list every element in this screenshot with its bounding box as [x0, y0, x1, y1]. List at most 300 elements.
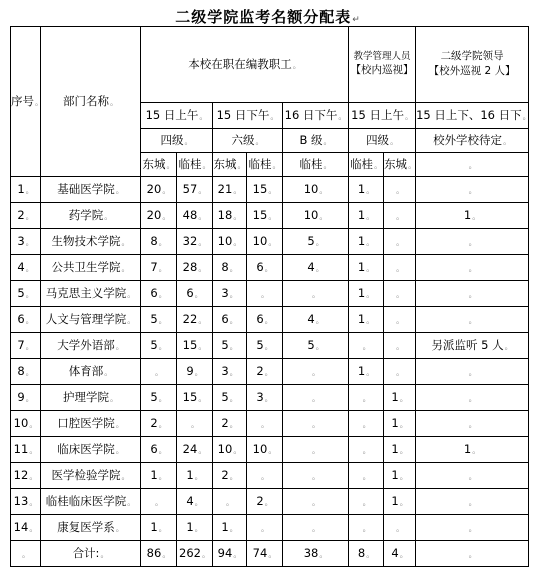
cell-level4-lingui: [177, 255, 213, 281]
cell-mark: 。: [312, 446, 321, 456]
cell-mark: 。: [229, 316, 238, 326]
cell-value: 74: [252, 546, 268, 561]
cell-value: 15: [182, 338, 198, 353]
cell-level4-lingui: [177, 203, 213, 229]
cell-mark: 。: [115, 524, 124, 534]
cell-mark: 。: [158, 446, 167, 456]
cell-level4-lingui: [177, 515, 213, 541]
cell-level4-dongcheng: [141, 359, 177, 385]
cell-mark: 。: [194, 472, 203, 482]
cell-level4-lingui: [177, 489, 213, 515]
cell-mark: 。: [399, 446, 408, 456]
cell-mark: 。: [261, 524, 269, 534]
cell-value: 5: [307, 338, 315, 353]
cell-value: 2: [150, 416, 158, 431]
cell-mark: 。: [472, 446, 481, 456]
cell-level6-dongcheng: [213, 541, 247, 567]
cell-mark: 。: [104, 368, 113, 378]
header-campus-dongcheng: 东城。: [213, 153, 247, 177]
header-time-16pm: 16 日下午。: [283, 103, 349, 129]
cell-value: 公共卫生学院: [51, 260, 121, 275]
cell-mark: 。: [121, 264, 130, 274]
cell-mark: 。: [366, 186, 375, 196]
cell-mark: 。: [25, 238, 34, 248]
cell-mark: 。: [25, 264, 34, 274]
cell-value: 5: [307, 234, 315, 249]
cell-dept: [41, 515, 141, 541]
cell-mark: 。: [158, 420, 167, 430]
cell-mark: 。: [104, 212, 113, 222]
cell-value: 48: [182, 208, 198, 223]
cell-seq: [11, 359, 41, 385]
cell-level6-lingui: [247, 359, 283, 385]
header-time-15-16: 15 日上下、16 日下。: [416, 103, 529, 129]
cell-value: 1: [391, 442, 399, 457]
cell-value: 1: [17, 182, 25, 197]
cell-mark: 。: [158, 472, 167, 482]
cell-mark: 。: [268, 212, 277, 222]
cell-value: 10: [303, 182, 319, 197]
cell-leaders: [416, 229, 529, 255]
cell-mgmt-dongcheng: [384, 281, 416, 307]
cell-level4-dongcheng: [141, 281, 177, 307]
cell-leaders: [416, 203, 529, 229]
cell-value: 10: [252, 234, 268, 249]
cell-level4-dongcheng: [141, 333, 177, 359]
cell-mgmt-lingui: [349, 437, 384, 463]
cell-level4-dongcheng: [141, 385, 177, 411]
cell-level6-lingui: [247, 541, 283, 567]
header-teaching-mgmt: 教学管理人员 【校内巡视】: [349, 27, 416, 103]
cell-value: 1: [357, 260, 366, 275]
cell-mgmt-dongcheng: [384, 515, 416, 541]
cell-levelB-lingui: [283, 515, 349, 541]
cell-value: 1: [463, 442, 472, 457]
cell-value: 康复医学系: [57, 520, 115, 535]
cell-value: 13: [13, 494, 29, 509]
cell-level4-lingui: [177, 333, 213, 359]
table-row: [11, 463, 529, 489]
table-row: [11, 203, 529, 229]
cell-value: 2: [256, 364, 264, 379]
cell-seq: [11, 333, 41, 359]
cell-mark: 。: [233, 238, 242, 248]
cell-dept: [41, 281, 141, 307]
table-body: [11, 177, 529, 567]
cell-level6-dongcheng: [213, 489, 247, 515]
document-title: [0, 6, 536, 27]
cell-levelB-lingui: [283, 203, 349, 229]
cell-level4-dongcheng: [141, 177, 177, 203]
cell-leaders: [416, 489, 529, 515]
cell-leaders: [416, 463, 529, 489]
cell-mark: 。: [468, 316, 477, 326]
cell-seq: [11, 541, 41, 567]
cell-leaders: [416, 359, 529, 385]
cell-leaders: [416, 307, 529, 333]
cell-mark: 。: [233, 446, 242, 456]
cell-mark: 。: [229, 368, 238, 378]
cell-mark: 。: [158, 238, 167, 248]
header-level4: 四级。: [141, 129, 213, 153]
cell-mark: 。: [264, 264, 273, 274]
cell-level6-lingui: [247, 437, 283, 463]
cell-value: 4: [307, 312, 315, 327]
cell-value: 5: [150, 390, 158, 405]
cell-mark: 。: [158, 524, 167, 534]
cell-mark: 。: [366, 550, 375, 560]
cell-value: 24: [182, 442, 198, 457]
cell-mark: 。: [194, 290, 203, 300]
cell-mgmt-dongcheng: [384, 411, 416, 437]
cell-level6-lingui: [247, 411, 283, 437]
cell-mark: 。: [312, 394, 321, 404]
cell-level4-lingui: [177, 177, 213, 203]
cell-mark: 。: [468, 420, 477, 430]
cell-seq: [11, 229, 41, 255]
cell-mark: 。: [468, 186, 477, 196]
cell-mark: 。: [366, 212, 375, 222]
cell-mgmt-lingui: [349, 411, 384, 437]
cell-mark: 。: [468, 524, 477, 534]
cell-mark: 。: [198, 238, 207, 248]
cell-levelB-lingui: [283, 281, 349, 307]
cell-mark: 。: [315, 342, 324, 352]
cell-mark: 。: [312, 472, 321, 482]
cell-value: 1: [357, 182, 366, 197]
cell-value: 体育部: [68, 364, 104, 379]
cell-mark: 。: [25, 212, 34, 222]
cell-level4-dongcheng: [141, 229, 177, 255]
header-level4-mgmt: 四级。: [349, 129, 416, 153]
cell-value: 基础医学院: [57, 182, 115, 197]
cell-mgmt-dongcheng: [384, 437, 416, 463]
cell-dept: [41, 203, 141, 229]
cell-level4-dongcheng: [141, 307, 177, 333]
cell-dept: [41, 177, 141, 203]
table-row: [11, 177, 529, 203]
cell-mark: 。: [115, 446, 124, 456]
cell-level6-lingui: [247, 385, 283, 411]
cell-value: 6: [150, 442, 158, 457]
cell-seq: [11, 307, 41, 333]
cell-value: 3: [256, 390, 264, 405]
cell-mark: 。: [268, 550, 277, 560]
cell-mark: 。: [396, 186, 405, 196]
cell-mark: 。: [264, 498, 273, 508]
cell-mgmt-dongcheng: [384, 463, 416, 489]
cell-mark: 。: [366, 264, 375, 274]
header-campus-lingui: 临桂。: [283, 153, 349, 177]
cell-levelB-lingui: [283, 489, 349, 515]
cell-value: 大学外语部: [57, 338, 115, 353]
header-campus-dongcheng: 东城。: [384, 153, 416, 177]
cell-value: 1: [391, 416, 399, 431]
cell-level6-dongcheng: [213, 281, 247, 307]
cell-leaders: [416, 333, 529, 359]
cell-value: 4: [17, 260, 25, 275]
cell-value: 2: [17, 208, 25, 223]
cell-value: 药学院: [68, 208, 104, 223]
cell-value: 5: [150, 338, 158, 353]
cell-value: 22: [182, 312, 198, 327]
cell-value: 14: [13, 520, 29, 535]
cell-mark: 。: [233, 186, 242, 196]
cell-mark: 。: [362, 420, 371, 430]
cell-mark: 。: [362, 342, 371, 352]
cell-level6-dongcheng: [213, 359, 247, 385]
cell-mgmt-dongcheng: [384, 203, 416, 229]
cell-mark: 。: [261, 472, 269, 482]
cell-levelB-lingui: [283, 411, 349, 437]
cell-mark: 。: [396, 264, 405, 274]
table-row: [11, 411, 529, 437]
cell-value: 口腔医学院: [57, 416, 115, 431]
cell-value: 28: [182, 260, 198, 275]
header-campus-lingui: 临桂。: [247, 153, 283, 177]
cell-mark: 。: [158, 290, 167, 300]
cell-mgmt-lingui: [349, 489, 384, 515]
cell-leaders: [416, 437, 529, 463]
cell-mark: 。: [396, 342, 405, 352]
cell-mark: 。: [127, 316, 136, 326]
cell-value: 12: [13, 468, 29, 483]
cell-mgmt-dongcheng: [384, 489, 416, 515]
cell-value: 1: [186, 520, 194, 535]
table-row: [11, 515, 529, 541]
cell-value: 临床医学院: [57, 442, 115, 457]
cell-value: 5: [256, 338, 264, 353]
cell-value: 2: [221, 468, 229, 483]
cell-value: 1: [357, 234, 366, 249]
cell-mark: 。: [158, 394, 167, 404]
cell-level4-dongcheng: [141, 411, 177, 437]
cell-value: 4: [186, 494, 194, 509]
cell-mgmt-lingui: [349, 229, 384, 255]
table-row: [11, 307, 529, 333]
cell-value: 1: [357, 286, 366, 301]
table-row: [11, 489, 529, 515]
cell-level4-dongcheng: [141, 255, 177, 281]
cell-mgmt-dongcheng: [384, 333, 416, 359]
cell-value: 18: [217, 208, 233, 223]
cell-mark: 。: [229, 264, 238, 274]
cell-leaders: [416, 255, 529, 281]
cell-mark: 。: [399, 394, 408, 404]
allocation-table: [10, 26, 529, 567]
cell-levelB-lingui: [283, 541, 349, 567]
cell-mgmt-dongcheng: [384, 385, 416, 411]
cell-leaders: [416, 177, 529, 203]
cell-mark: 。: [115, 186, 124, 196]
cell-mark: 。: [29, 420, 38, 430]
cell-level6-lingui: [247, 229, 283, 255]
cell-level4-lingui: [177, 281, 213, 307]
paragraph-mark: ↵: [352, 15, 361, 25]
cell-dept: [41, 489, 141, 515]
cell-mgmt-dongcheng: [384, 307, 416, 333]
cell-seq: [11, 255, 41, 281]
cell-mark: 。: [229, 342, 238, 352]
cell-level4-lingui: [177, 437, 213, 463]
cell-level4-lingui: [177, 411, 213, 437]
cell-mark: 。: [312, 368, 321, 378]
cell-value: 21: [217, 182, 233, 197]
cell-mgmt-lingui: [349, 177, 384, 203]
cell-mark: 。: [233, 550, 242, 560]
cell-dept: [41, 307, 141, 333]
header-time-15am-mgmt: 15 日上午。: [349, 103, 416, 129]
cell-value: 11: [13, 442, 29, 457]
cell-mark: 。: [264, 316, 273, 326]
cell-levelB-lingui: [283, 229, 349, 255]
cell-mark: 。: [366, 238, 375, 248]
cell-value: 5: [150, 312, 158, 327]
cell-level4-dongcheng: [141, 515, 177, 541]
cell-value: 32: [182, 234, 198, 249]
cell-levelB-lingui: [283, 359, 349, 385]
table-row: [11, 229, 529, 255]
cell-value: 1: [150, 468, 158, 483]
cell-mark: 。: [468, 394, 477, 404]
cell-mgmt-lingui: [349, 541, 384, 567]
cell-mark: 。: [115, 420, 124, 430]
cell-level6-dongcheng: [213, 229, 247, 255]
cell-levelB-lingui: [283, 463, 349, 489]
cell-mark: 。: [29, 472, 38, 482]
cell-level6-dongcheng: [213, 515, 247, 541]
cell-value: 5: [17, 286, 25, 301]
cell-mark: 。: [229, 394, 238, 404]
cell-mark: 。: [396, 212, 405, 222]
cell-seq: [11, 281, 41, 307]
cell-dept: [41, 229, 141, 255]
cell-level6-dongcheng: [213, 177, 247, 203]
cell-mgmt-dongcheng: [384, 177, 416, 203]
cell-levelB-lingui: [283, 177, 349, 203]
cell-mark: 。: [312, 498, 321, 508]
cell-mark: 。: [155, 498, 163, 508]
cell-mark: 。: [25, 316, 34, 326]
cell-leaders: [416, 541, 529, 567]
cell-value: 3: [17, 234, 25, 249]
cell-mark: 。: [229, 472, 238, 482]
cell-value: 人文与管理学院: [45, 312, 127, 327]
cell-mark: 。: [198, 446, 207, 456]
cell-mark: 。: [110, 394, 118, 404]
header-campus-lingui: 临桂。: [177, 153, 213, 177]
cell-mark: 。: [127, 290, 136, 300]
cell-mgmt-lingui: [349, 385, 384, 411]
cell-value: 2: [256, 494, 264, 509]
cell-mark: 。: [504, 342, 513, 352]
cell-value: 1: [357, 312, 366, 327]
cell-value: 86: [146, 546, 162, 561]
cell-value: 8: [17, 364, 25, 379]
table-row: [11, 385, 529, 411]
cell-value: 15: [252, 208, 268, 223]
cell-value: 医学检验学院: [51, 468, 121, 483]
cell-mark: 。: [319, 212, 328, 222]
cell-mark: 。: [362, 472, 371, 482]
header-school-staff: 本校在职在编教职工。: [141, 27, 349, 103]
cell-value: 临桂临床医学院: [45, 494, 127, 509]
cell-value: 15: [182, 390, 198, 405]
cell-mark: 。: [127, 498, 136, 508]
cell-dept: [41, 255, 141, 281]
header-empty: 。: [416, 153, 529, 177]
cell-mark: 。: [264, 394, 273, 404]
cell-value: 3: [221, 286, 229, 301]
cell-mark: 。: [396, 290, 405, 300]
cell-mark: 。: [366, 368, 375, 378]
table-row: [11, 281, 529, 307]
cell-mark: 。: [121, 238, 130, 248]
cell-mark: 。: [315, 316, 324, 326]
total-row: [11, 541, 529, 567]
cell-value: 4: [307, 260, 315, 275]
cell-mark: 。: [362, 524, 371, 534]
cell-mark: 。: [198, 264, 207, 274]
cell-mark: 。: [312, 290, 321, 300]
cell-mgmt-lingui: [349, 203, 384, 229]
cell-mark: 。: [268, 446, 277, 456]
cell-mark: 。: [399, 550, 408, 560]
table-row: [11, 255, 529, 281]
cell-value: 57: [182, 182, 198, 197]
cell-mark: 。: [362, 446, 371, 456]
cell-dept: [41, 333, 141, 359]
cell-mark: 。: [264, 368, 273, 378]
cell-level6-lingui: [247, 177, 283, 203]
cell-mark: 。: [319, 550, 328, 560]
cell-mgmt-lingui: [349, 255, 384, 281]
cell-value: 1: [463, 208, 472, 223]
cell-value: 9: [186, 364, 194, 379]
cell-mark: 。: [155, 368, 163, 378]
cell-value: 8: [150, 234, 158, 249]
cell-mark: 。: [198, 316, 207, 326]
cell-mark: 。: [158, 342, 167, 352]
cell-mark: 。: [315, 238, 324, 248]
cell-mark: 。: [229, 420, 238, 430]
cell-level6-dongcheng: [213, 411, 247, 437]
cell-value: 10: [13, 416, 29, 431]
cell-value: 另派监听 5 人: [431, 338, 504, 353]
cell-mark: 。: [264, 342, 273, 352]
cell-dept: [41, 437, 141, 463]
cell-leaders: [416, 515, 529, 541]
cell-mark: 。: [268, 186, 277, 196]
cell-level6-lingui: [247, 307, 283, 333]
cell-mark: 。: [468, 498, 477, 508]
cell-value: 1: [391, 468, 399, 483]
cell-leaders: [416, 281, 529, 307]
cell-seq: [11, 515, 41, 541]
cell-leaders: [416, 411, 529, 437]
cell-value: 8: [221, 260, 229, 275]
cell-level6-dongcheng: [213, 255, 247, 281]
cell-levelB-lingui: [283, 385, 349, 411]
cell-value: 6: [150, 286, 158, 301]
cell-level6-lingui: [247, 281, 283, 307]
cell-value: 5: [221, 338, 229, 353]
cell-value: 2: [221, 416, 229, 431]
cell-value: 6: [186, 286, 194, 301]
table-row: [11, 437, 529, 463]
cell-mgmt-lingui: [349, 307, 384, 333]
cell-level4-lingui: [177, 463, 213, 489]
